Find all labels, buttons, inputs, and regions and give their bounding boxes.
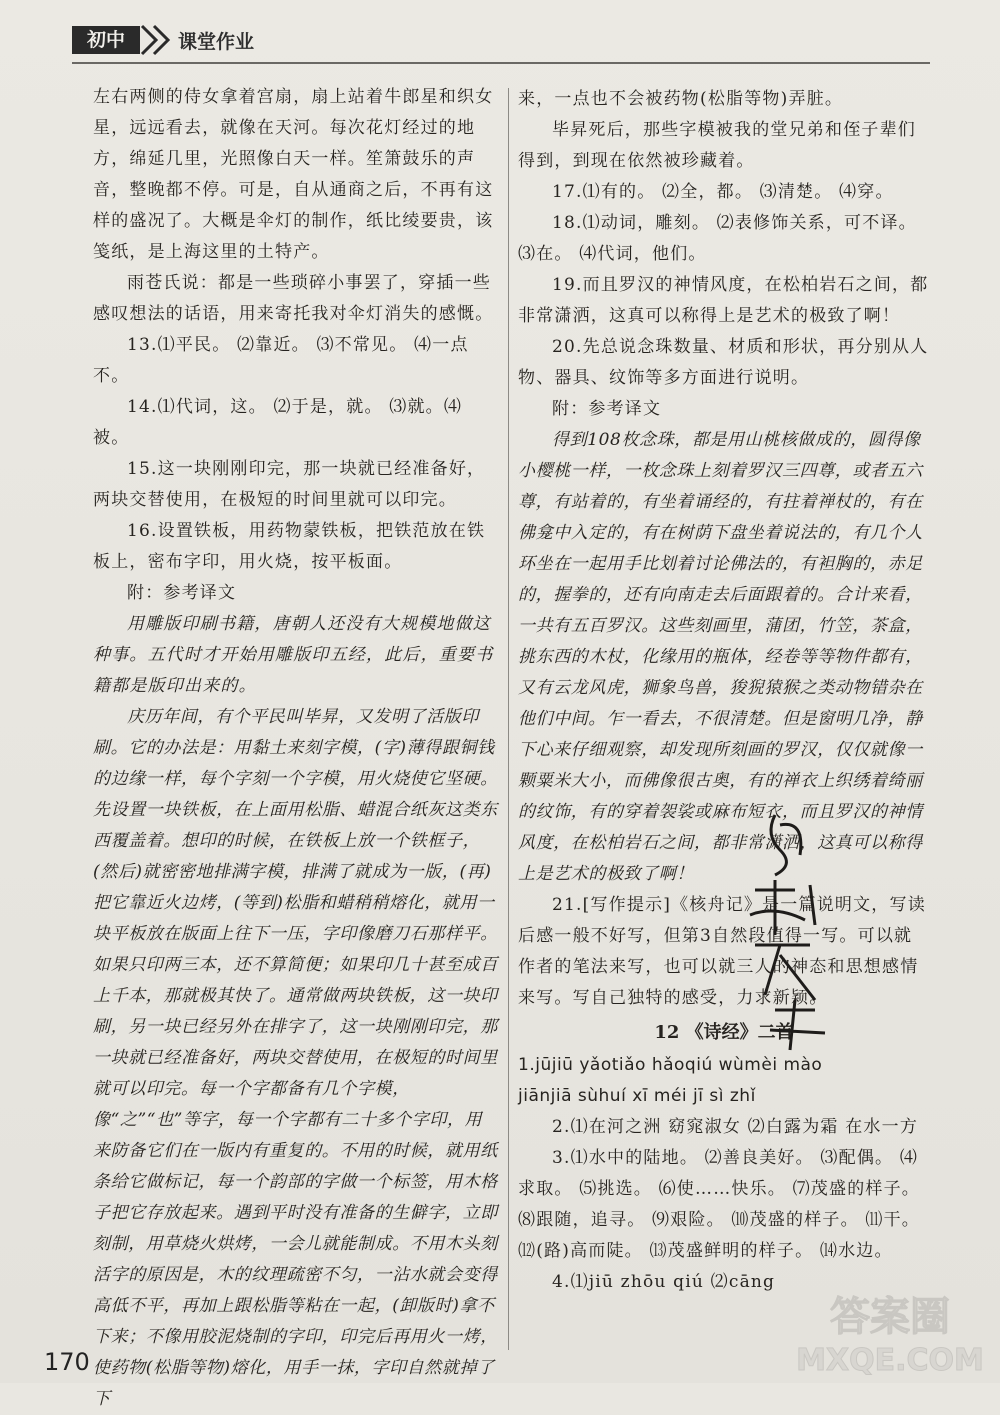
watermark-url: MXQE.COM [796, 1343, 984, 1378]
answer-2: 2.⑴在河之洲 窈窕淑女 ⑵白露为霜 在水一方 [552, 1117, 919, 1137]
answer-16: 16.设置铁板，用药物蒙铁板，把铁范放在铁板上，密布字印，用火烧，按平板面。 [93, 521, 486, 572]
paragraph: 用雕版印刷书籍，唐朝人还没有大规模地做这种事。五代时才开始用雕版印五经，此后，重要书籍都是版印出来的。 [93, 614, 494, 696]
paragraph: 雨苍氏说：都是一些琐碎小事罢了，穿插一些感叹想法的话语，用来寄托我对伞灯消失的感慨。 [93, 273, 494, 324]
translation-heading: 附：参考译文 [127, 583, 237, 603]
section-title [518, 1016, 930, 1050]
left-column [93, 82, 498, 1415]
translation-heading: 附：参考译文 [552, 399, 662, 419]
page-number: 170 [44, 1348, 90, 1376]
answer-4: 4.⑴jiū zhōu qiú ⑵cāng [552, 1272, 776, 1292]
handwritten-scribble [735, 795, 865, 1055]
paragraph: 毕昇死后，那些字模被我的堂兄弟和侄子辈们得到，到现在依然被珍藏着。 [518, 120, 916, 171]
paragraph: 来，一点也不会被药物(松脂等物)弄脏。 [518, 89, 844, 109]
answer-13: 13.⑴平民。 ⑵靠近。 ⑶不常见。 ⑷一点不。 [93, 335, 469, 386]
right-column [518, 84, 930, 1298]
answer-14: 14.⑴代词，这。 ⑵于是，就。 ⑶就。⑷被。 [93, 397, 463, 448]
section-name: 《诗经》二首 [685, 1022, 794, 1043]
answer-20: 20.先总说念珠数量、材质和形状，再分别从人物、器具、纹饰等多方面进行说明。 [518, 337, 929, 388]
column-divider [508, 88, 509, 1350]
watermark-brand: 答案圈 [830, 1294, 950, 1340]
double-chevron-icon [138, 22, 178, 58]
answer-3: 3.⑴水中的陆地。 ⑵善良美好。 ⑶配偶。 ⑷求取。 ⑸挑选。 ⑹使……快乐。 ⑺茂盛的样子。 ⑻跟随，追寻。 ⑼艰险。 ⑽茂盛的样子。 ⑾干。 ⑿(路)高而陡。 ⒀茂盛鲜明的样子。 ⒁水边。 [518, 1148, 921, 1261]
answer-21: 21.[写作提示]《核舟记》是一篇说明文，写读后感一般不好写，但第3自然段值得一写。可以就作者的笔法来写，也可以就三人的神态和思想感情来写。写自己独特的感受，力求新颖。 [518, 895, 926, 1008]
answer-19: 19.而且罗汉的神情风度，在松柏岩石之间，都非常潇洒，这真可以称得上是艺术的极致了啊！ [518, 275, 929, 326]
pinyin-line: jiānjiā sùhuí xī méi jī sì zhǐ [518, 1086, 756, 1106]
header-rule [72, 62, 930, 64]
watermark-logo [790, 1285, 990, 1380]
answer-18: 18.⑴动词，雕刻。 ⑵表修饰关系，可不译。⑶在。 ⑷代词，他们。 [518, 213, 917, 264]
answer-15: 15.这一块刚刚印完，那一块就已经准备好，两块交替使用，在极短的时间里就可以印完。 [93, 459, 486, 510]
paragraph: 庆历年间，有个平民叫毕昇，又发明了活版印刷。它的办法是：用黏土来刻字模，(字)薄得跟铜钱的边缘一样，每个字刻一个字模，用火烧使它坚硬。先设置一块铁板，在上面用松脂、蜡混合纸灰这类东西覆盖着。想印的时候，在铁板上放一个铁框子，(然后)就密密地排满字模，排满了就成为一版，(再)把它靠近火边烤，(等到)松脂和蜡稍稍熔化，就用一块平板放在版面上往下一压，字印像磨刀石那样平。如果只印两三本，还不算简便；如果印几十甚至成百上千本，那就极其快了。通常做两块铁板，这一块印刷，另一块已经另外在排字了，这一块刚刚印完，那一块就已经准备好，两块交替使用，在极短的时间里就可以印完。每一个字都备有几个字模，像“之”“也”等字，每一个字都有二十多个字印，用来防备它们在一版内有重复的。不用的时候，就用纸条给它做标记，每一个韵部的字做一个标签，用木格子把它存放起来。遇到平时没有准备的生僻字，立即刻制，用草烧火烘烤，一会儿就能制成。不用木头刻活字的原因是，木的纹理疏密不匀，一沾水就会变得高低不平，再加上跟松脂等粘在一起，(卸版时)拿不下来；不像用胶泥烧制的字印，印完后再用火一烤，使药物(松脂等物)熔化，用手一抹，字印自然就掉了下 [93, 707, 498, 1409]
pinyin-line: 1.jūjiū yǎotiǎo hǎoqiú wùmèi mào [518, 1055, 823, 1075]
level-tag: 初中 [72, 26, 140, 54]
series-title: 课堂作业 [178, 31, 255, 53]
paragraph: 左右两侧的侍女拿着宫扇，扇上站着牛郎星和织女星，远远看去，就像在天河。每次花灯经过的地方，绵延几里，光照像白天一样。笙箫鼓乐的声音，整晚都不停。可是，自从通商之后，不再有这样的盛况了。大概是伞灯的制作，纸比绫要贵，该笺纸，是上海这里的土特产。 [93, 87, 494, 262]
answer-17: 17.⑴有的。 ⑵全，都。 ⑶清楚。 ⑷穿。 [552, 182, 894, 202]
section-number: 12 [654, 1022, 680, 1043]
paragraph: 得到108枚念珠，都是用山桃核做成的，圆得像小樱桃一样，一枚念珠上刻着罗汉三四尊，或者五六尊，有站着的，有坐着诵经的，有拄着禅杖的，有在佛龛中入定的，有在树荫下盘坐着说法的，有几个人环坐在一起用手比划着讨论佛法的，有袒胸的，赤足的，握拳的，还有向南走去后面跟着的。合计来看，一共有五百罗汉。这些刻画里，蒲团，竹笠，茶盒，挑东西的木杖，化缘用的瓶体，经卷等等物件都有，又有云龙风虎，狮象鸟兽，狻猊猿猴之类动物错杂在他们中间。乍一看去，不很清楚。但是窗明几净，静下心来仔细观察，却发现所刻画的罗汉，仅仅就像一颗粟米大小，而佛像很古奥，有的禅衣上织绣着绮丽的纹饰，有的穿着袈裟或麻布短衣，而且罗汉的神情风度，在松柏岩石之间，都非常潇洒，这真可以称得上是艺术的极致了啊！ [518, 430, 923, 884]
